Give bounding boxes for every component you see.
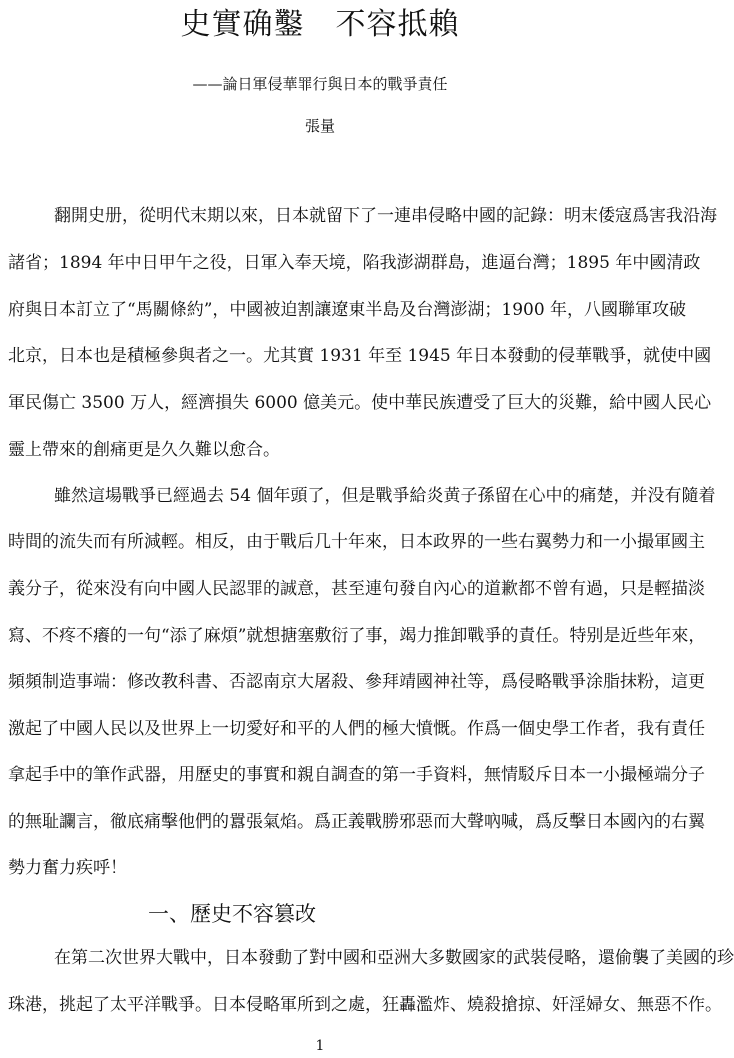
author-name: 張量 — [304, 117, 335, 135]
paragraph-line: 時間的流失而有所減輕。相反，由于戰后几十年來，日本政界的一些右翼勢力和一小撮軍國主 — [8, 532, 705, 552]
paragraph-line: 珠港，挑起了太平洋戰爭。日本侵略軍所到之處，狂轟濫炸、燒殺搶掠、奸淫婦女、無惡不作。 — [8, 995, 722, 1015]
paragraph-line: 府與日本訂立了“馬關條約”，中國被迫割讓遼東半島及台灣澎湖；1900 年，八國聯軍攻破 — [8, 300, 687, 320]
page-subtitle: ——論日軍侵華罪行與日本的戰爭責任 — [192, 75, 448, 93]
paragraph-line: 拿起手中的筆作武器，用歷史的事實和親自調查的第一手資料，無情駁斥日本一小撮極端分子 — [8, 765, 705, 785]
paragraph-line: 軍民傷亡 3500 万人，經濟損失 6000 億美元。使中華民族遭受了巨大的災難，給中國人民心 — [8, 393, 712, 413]
page-title: 史實确鑿 不容抵賴 — [180, 7, 460, 42]
paragraph-line: 北京，日本也是積極參與者之一。尤其實 1931 年至 1945 年日本發動的侵華戰爭，就使中國 — [8, 346, 712, 366]
paragraph-line: 雖然這場戰爭已經過去 54 個年頭了，但是戰爭給炎黄子孫留在心中的痛楚，并没有隨着 — [54, 486, 716, 506]
paragraph-line: 靈上帶來的創痛更是久久難以愈合。 — [8, 440, 280, 460]
paragraph-line: 勢力奮力疾呼！ — [8, 858, 127, 878]
paragraph-line: 翻開史册，從明代末期以來，日本就留下了一連串侵略中國的記錄：明末倭寇爲害我沿海 — [54, 206, 717, 226]
paragraph-line: 頻頻制造事端：修改教科書、否認南京大屠殺、參拜靖國神社等，爲侵略戰爭涂脂抹粉，這更 — [8, 672, 705, 692]
paragraph-line: 在第二次世界大戰中，日本發動了對中國和亞洲大多數國家的武裝侵略，還偷襲了美國的珍 — [54, 948, 734, 968]
paragraph-line: 義分子，從來没有向中國人民認罪的誠意，甚至連句發自內心的道歉都不曾有過，只是輕描淡 — [8, 579, 705, 599]
section-heading: 一、歷史不容篡改 — [148, 902, 316, 926]
page-number: 1 — [315, 1038, 325, 1054]
paragraph-line: 寫、不疼不癢的一句“添了麻煩”就想搪塞敷衍了事，竭力推卸戰爭的責任。特别是近些年來， — [8, 626, 706, 646]
paragraph-line: 諸省；1894 年中日甲午之役，日軍入奉天境，陷我澎湖群島，進逼台灣；1895 年中國清政 — [8, 253, 701, 273]
paragraph-line: 的無耻讕言，徹底痛擊他們的囂張氣焰。爲正義戰勝邪惡而大聲吶喊，爲反擊日本國內的右翼 — [8, 812, 705, 832]
paragraph-line: 激起了中國人民以及世界上一切愛好和平的人們的極大憤慨。作爲一個史學工作者，我有責任 — [8, 719, 705, 739]
